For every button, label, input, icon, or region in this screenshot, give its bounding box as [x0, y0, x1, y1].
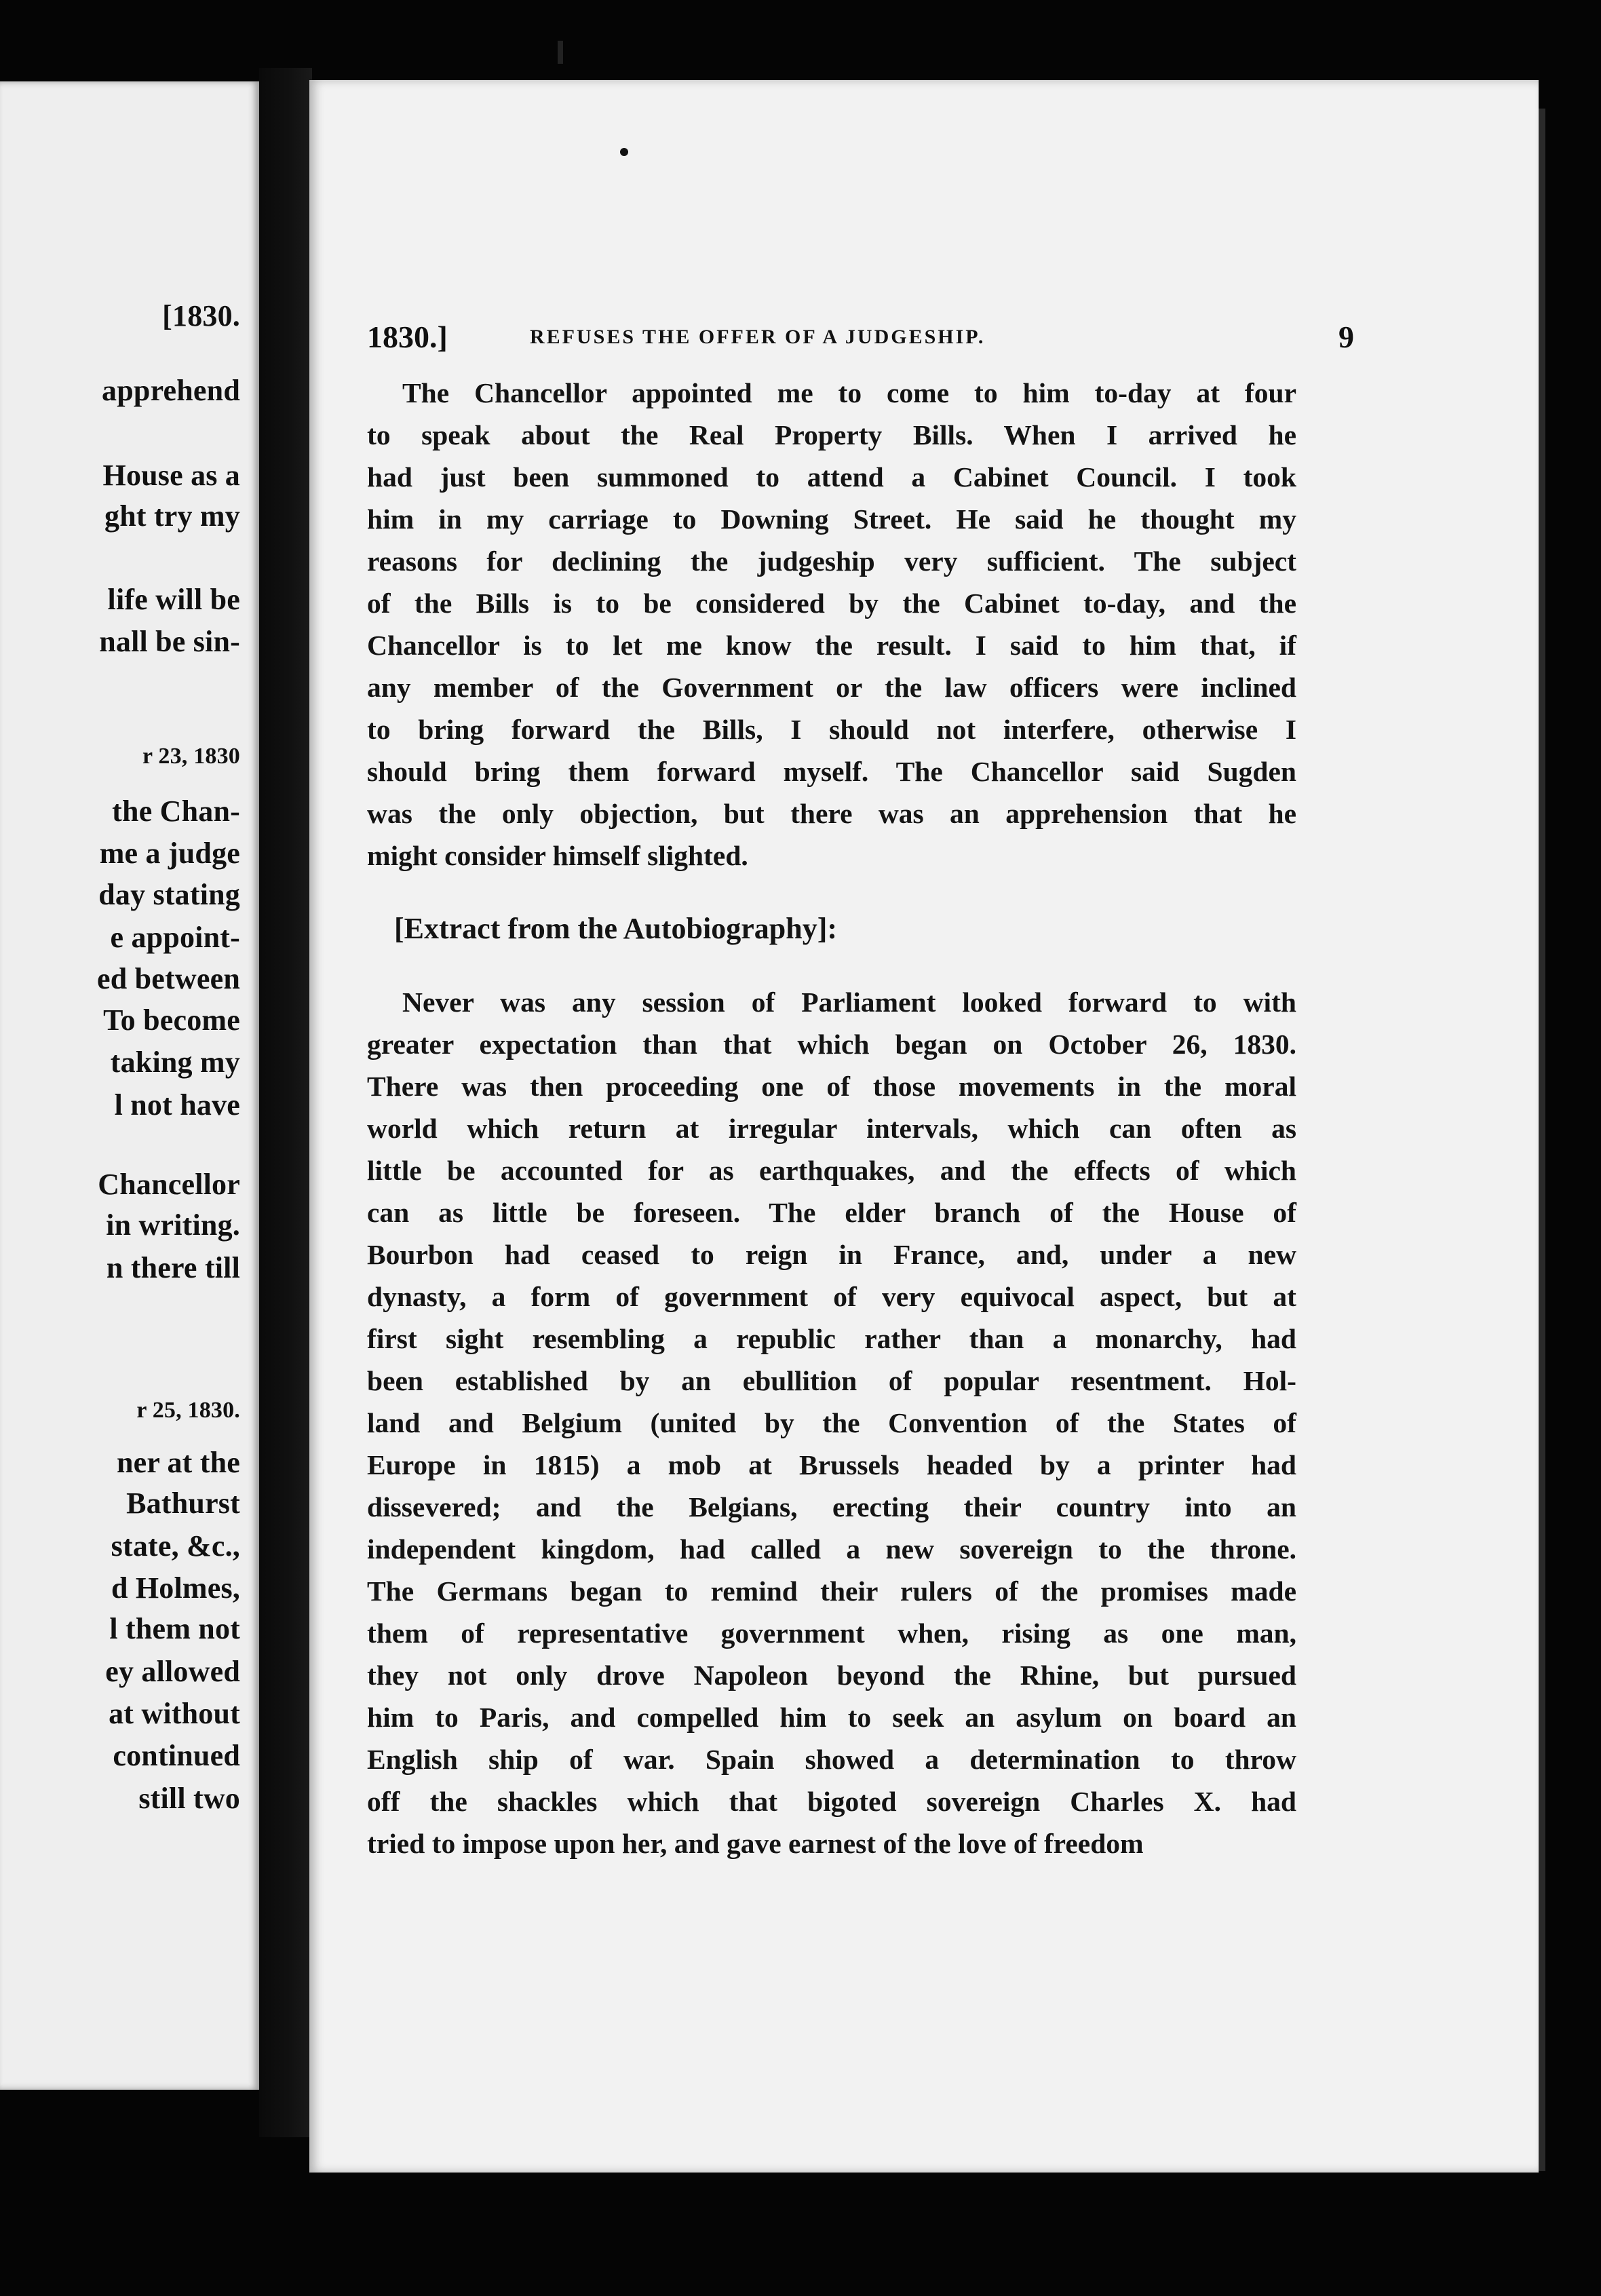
text-line: world which return at irregular intervals, which can often as [367, 1113, 1296, 1144]
left-page-line: the Chan- [112, 795, 240, 828]
left-page-line: at without [109, 1697, 240, 1730]
left-page-line: Bathurst [126, 1487, 240, 1520]
paragraph-1 [367, 372, 1296, 877]
text-line: tried to impose upon her, and gave earnest of the love of freedom [367, 1828, 1144, 1859]
text-line: dissevered; and the Belgians, erecting their country into an [367, 1491, 1296, 1523]
text-line: Never was any session of Parliament looked forward to with [402, 987, 1296, 1018]
text-line: English ship of war. Spain showed a determination to throw [367, 1744, 1296, 1775]
left-page-line: l them not [109, 1612, 240, 1645]
left-page-line: r 23, 1830 [142, 744, 240, 769]
page-body [367, 372, 1296, 1864]
text-line: greater expectation than that which began on October 26, 1830. [367, 1029, 1296, 1060]
left-page-line: House as a [102, 459, 240, 492]
left-page-line: day stating [98, 878, 240, 911]
book-gutter [259, 68, 312, 2137]
running-header [367, 319, 1354, 360]
left-page-line: taking my [110, 1046, 240, 1079]
text-line: might consider himself slighted. [367, 840, 748, 871]
text-line: him to Paris, and compelled him to seek an asylum on board an [367, 1702, 1296, 1733]
left-page-line: ght try my [104, 499, 240, 533]
text-line: Chancellor is to let me know the result. I said to him that, if [367, 630, 1296, 661]
left-page-line: r 25, 1830. [136, 1398, 240, 1423]
text-line: The Chancellor appointed me to come to him to-day at four [402, 377, 1296, 408]
header-year: 1830.] [367, 320, 448, 354]
text-line: them of representative government when, rising as one man, [367, 1618, 1296, 1649]
text-line: had just been summoned to attend a Cabinet Council. I took [367, 461, 1296, 493]
left-page-line: still two [138, 1782, 240, 1815]
text-line: little be accounted for as earthquakes, and the effects of which [367, 1155, 1296, 1186]
text-line: dynasty, a form of government of very equivocal aspect, but at [367, 1281, 1296, 1312]
text-line: first sight resembling a republic rather than a monarchy, had [367, 1323, 1296, 1354]
left-page-line: l not have [114, 1088, 240, 1122]
left-page-line: me a judge [99, 837, 240, 870]
left-page-line: ey allowed [105, 1655, 240, 1688]
left-page-line: ed between [97, 962, 240, 995]
left-page-line: n there till [106, 1251, 240, 1284]
left-page-line: apprehend [102, 374, 240, 407]
paragraph-2 [367, 981, 1296, 1864]
page-edge-shadow [1539, 109, 1545, 2171]
text-line: The Germans began to remind their rulers of the promises made [367, 1575, 1296, 1607]
text-line: There was then proceeding one of those movements in the moral [367, 1071, 1296, 1102]
left-page-line: Chancellor [98, 1168, 240, 1201]
text-line: been established by an ebullition of popular resentment. Hol- [367, 1365, 1296, 1396]
left-page-line: To become [103, 1003, 240, 1037]
text-line: Europe in 1815) a mob at Brussels headed by a printer had [367, 1449, 1296, 1480]
extract-heading: [Extract from the Autobiography]: [394, 912, 837, 945]
ink-dot [620, 148, 628, 156]
left-page-line: nall be sin- [99, 625, 240, 658]
text-line: was the only objection, but there was an apprehension that he [367, 798, 1296, 829]
left-page-line: continued [113, 1739, 240, 1772]
text-line: off the shackles which that bigoted sovereign Charles X. had [367, 1786, 1296, 1817]
text-line: of the Bills is to be considered by the Cabinet to-day, and the [367, 588, 1296, 619]
text-line: land and Belgium (united by the Convention of the States of [367, 1407, 1296, 1438]
text-line: any member of the Government or the law officers were inclined [367, 672, 1296, 703]
left-page-line: e appoint- [110, 921, 240, 954]
text-line: should bring them forward myself. The Chancellor said Sugden [367, 756, 1296, 787]
text-line: reasons for declining the judgeship very sufficient. The subject [367, 546, 1296, 577]
left-page-line: d Holmes, [111, 1571, 240, 1605]
scan-speck [558, 41, 563, 64]
text-line: independent kingdom, had called a new sovereign to the throne. [367, 1533, 1296, 1565]
left-page-line: life will be [107, 583, 240, 616]
page-number: 9 [1338, 320, 1354, 354]
left-page-line: ner at the [116, 1446, 240, 1479]
book-page [309, 80, 1539, 2173]
text-line: to bring forward the Bills, I should not interfere, otherwise I [367, 714, 1296, 745]
running-title: REFUSES THE OFFER OF A JUDGESHIP. [530, 326, 986, 348]
text-line: him in my carriage to Downing Street. He said he thought my [367, 503, 1296, 535]
text-line: to speak about the Real Property Bills. When I arrived he [367, 419, 1296, 451]
left-page-line: in writing. [106, 1208, 240, 1242]
previous-page-fragment [0, 81, 259, 2090]
text-line: they not only drove Napoleon beyond the Rhine, but pursued [367, 1660, 1296, 1691]
left-page-line: [1830. [162, 299, 240, 332]
text-line: can as little be foreseen. The elder branch of the House of [367, 1197, 1296, 1228]
left-page-line: state, &c., [111, 1529, 240, 1563]
text-line: Bourbon had ceased to reign in France, and, under a new [367, 1239, 1296, 1270]
